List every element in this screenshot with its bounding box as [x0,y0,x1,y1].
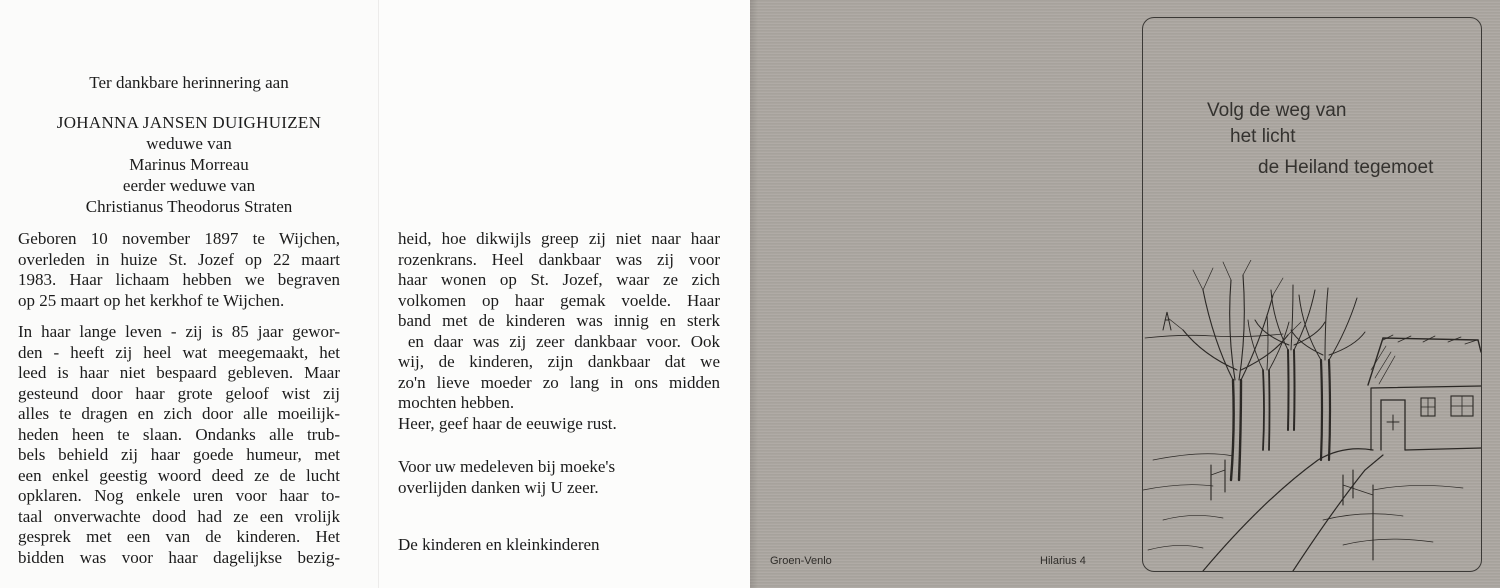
text-line: op 25 maart op het kerkhof te Wijchen. [18,290,285,310]
poem-line: Volg de weg van [1207,100,1347,121]
birth-death-paragraph [18,229,340,311]
text-line: Geboren 10 november 1897 te Wijchen, [18,229,340,248]
poem-line: het licht [1230,126,1296,147]
deceased-name: JOHANNA JANSEN DUIGHUIZEN [56,113,322,132]
text-line: gesteund door haar grote geloof wist zij [18,383,340,403]
text-line: gesprek met een van de kinderen. Het [18,527,340,546]
text-line: opklaren. Nog enkele uren voor haar to- [18,486,340,505]
tree-farmhouse-illustration [1143,260,1481,571]
text-line: heid, hoe dikwijls greep zij niet naar haar [398,229,720,248]
life-paragraph [18,322,340,568]
text-line: mochten hebben. [398,393,515,412]
text-line: De kinderen en kleinkinderen [398,535,600,554]
fold-shadow [750,0,758,588]
text-line: band met de kinderen was innig en sterk [398,311,720,330]
text-line: rozenkrans. Heel dankbaar was zij voor [398,249,720,269]
relation-line: Christianus Theodorus Straten [85,197,293,216]
signature-line [398,535,720,556]
text-line: zo'n lieve moeder zo lang in ons midden [398,372,720,392]
text-line: overleden in huize St. Jozef op 22 maart [18,249,340,269]
text-line: 1983. Haar lichaam hebben we begraven [18,270,340,289]
thanks-paragraph [398,457,720,498]
text-line: een enkel geestig woord deed ze de lucht [18,465,340,485]
text-line: volkomen op haar gemak voelde. Haar [398,290,720,310]
text-line: bidden was voor haar dagelijkse bezig- [18,547,340,567]
text-line: bels behield zij haar goede humeur, met [18,445,340,464]
text-line: wij, de kinderen, zijn dankbaar dat we [398,352,720,371]
text-line: Heer, geef haar de eeuwige rust. [398,413,617,433]
text-line: haar wonen op St. Jozef, waar ze zich [398,270,720,289]
continuation-paragraph [398,229,720,434]
text-line: Voor uw medeleven bij moeke's [398,457,616,476]
relation-line: Marinus Morreau [129,155,249,174]
text-line: den - heeft zij heel wat meegemaakt, het [18,342,340,362]
text-line: leed is haar niet bespaard gebleven. Maar [18,363,340,382]
dedication-line: Ter dankbare herinnering aan [89,73,289,92]
relation-line: eerder weduwe van [122,176,256,195]
series-label: Hilarius 4 [1040,555,1086,567]
text-line: overlijden danken wij U zeer. [398,477,599,497]
text-line: heden heen te slaan. Ondanks alle trub- [18,424,340,444]
text-line: alles te dragen en zich door alle moeilijk- [18,404,340,423]
text-line: In haar lange leven - zij is 85 jaar gewor- [18,322,340,341]
poem-line: de Heiland tegemoet [1258,157,1434,178]
printer-label: Groen-Venlo [770,555,832,567]
text-line: en daar was zij zeer dankbaar voor. Ook [398,331,720,351]
relation-line: weduwe van [146,134,232,153]
text-line: taal onverwachte dood had ze een vrolijk [18,506,340,526]
